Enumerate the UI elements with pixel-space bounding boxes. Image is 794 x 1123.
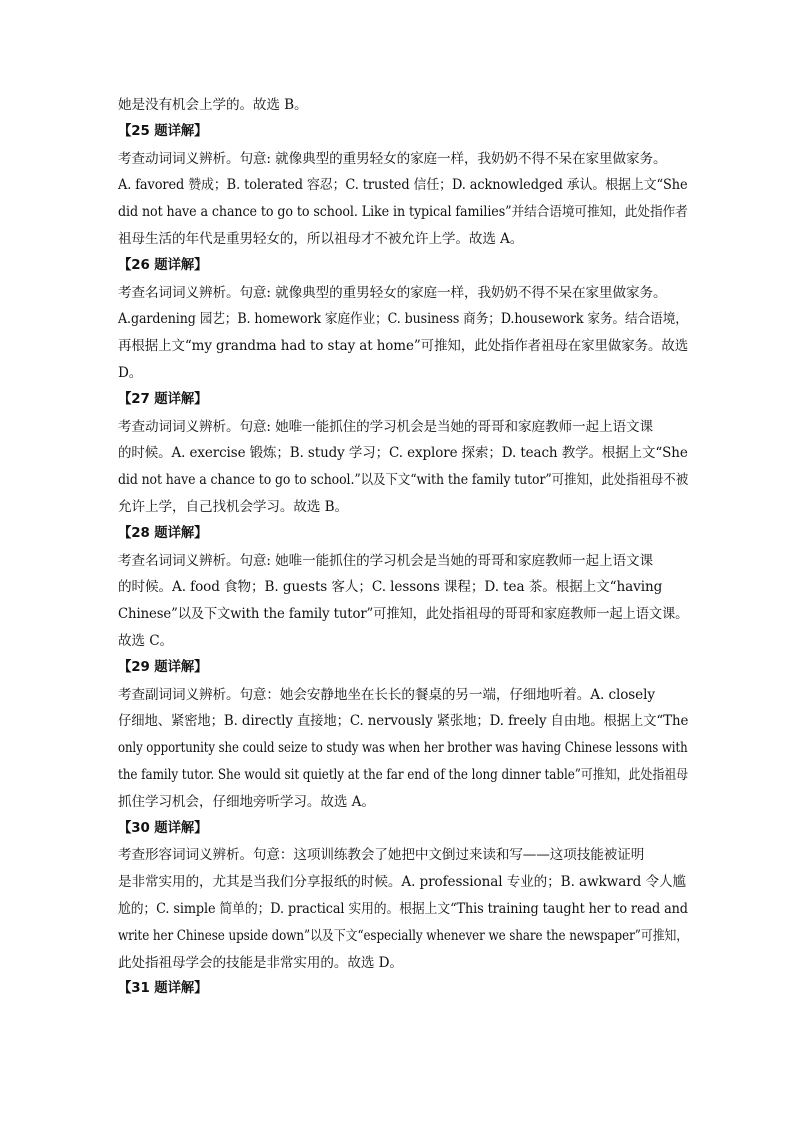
section-heading: 【25 题详解】: [118, 123, 208, 139]
section-heading: 【29 题详解】: [118, 659, 208, 675]
section-heading: 【28 题详解】: [118, 525, 208, 541]
text-line: A. favored 赞成；B. tolerated 容忍；C. trusted 信任；D. acknowledged 承认。根据上文“She: [118, 177, 688, 194]
text-line: 此处指祖母学会的技能是非常实用的。故选 D。: [118, 954, 403, 971]
text-line: 尬的；C. simple 简单的；D. practical 实用的。根据上文“This training taught her to read and: [118, 900, 688, 917]
text-line: 考查动词词义辨析。句意: 就像典型的重男轻女的家庭一样，我奶奶不得不呆在家里做家务。: [118, 150, 667, 167]
text-line: 的时候。A. food 食物；B. guests 客人；C. lessons 课程；D. tea 茶。根据上文“having: [118, 579, 663, 596]
text-line: 抓住学习机会，仔细地旁听学习。故选 A。: [118, 793, 375, 810]
text-line: D。: [118, 364, 143, 381]
text-line: Chinese”以及下文with the family tutor”可推知，此处指祖母的哥哥和家庭教师一起上语文课。: [118, 606, 689, 623]
text-line: 考查名词词义辨析。句意: 她唯一能抓住的学习机会是当她的哥哥和家庭教师一起上语文课: [118, 552, 653, 569]
text-line: did not have a chance to go to school.”以及下文“with the family tutor”可推知，此处指祖母不被: [118, 472, 689, 489]
text-line: only opportunity she could seize to study was when her brother was having Chinese lessons with: [118, 740, 688, 757]
text-line: 是非常实用的，尤其是当我们分享报纸的时候。A. professional 专业的；B. awkward 令人尴: [118, 874, 686, 891]
text-line: the family tutor. She would sit quietly at the far end of the long dinner table”可推知，此处指祖母: [118, 766, 689, 783]
text-line: 的时候。A. exercise 锻炼；B. study 学习；C. explore 探索；D. teach 教学。根据上文“She: [118, 445, 688, 462]
text-line: 允许上学，自己找机会学习。故选 B。: [118, 498, 349, 515]
text-line: write her Chinese upside down”以及下文“especially whenever we share the newspaper”可推知，: [118, 927, 689, 944]
document-body: [118, 92, 688, 1003]
text-line: A.gardening 园艺；B. homework 家庭作业；C. business 商务；D.housework 家务。结合语境，: [118, 311, 688, 328]
section-heading: 【27 题详解】: [118, 391, 208, 407]
section-heading: 【30 题详解】: [118, 820, 208, 836]
text-line: 故选 C。: [118, 632, 174, 649]
text-line: 仔细地、紧密地；B. directly 直接地；C. nervously 紧张地；D. freely 自由地。根据上文“The: [118, 713, 689, 730]
text-line: 考查动词词义辨析。句意: 她唯一能抓住的学习机会是当她的哥哥和家庭教师一起上语文课: [118, 418, 653, 435]
text-line: 考查副词词义辨析。句意：她会安静地坐在长长的餐桌的另一端，仔细地听着。A. closely: [118, 686, 655, 703]
text-line: 再根据上文“my grandma had to stay at home”可推知，此处指作者祖母在家里做家务。故选: [118, 338, 689, 355]
text-line: 她是没有机会上学的。故选 B。: [118, 97, 308, 113]
section-heading: 【26 题详解】: [118, 257, 208, 273]
text-line: 考查形容词词义辨析。句意：这项训练教会了她把中文倒过来读和写——这项技能被证明: [118, 847, 645, 864]
section-heading: 【31 题详解】: [118, 981, 208, 997]
text-line: did not have a chance to go to school. Like in typical families”并结合语境可推知，此处指作者: [118, 204, 688, 221]
text-line: 考查名词词义辨析。句意: 就像典型的重男轻女的家庭一样，我奶奶不得不呆在家里做家务。: [118, 284, 667, 301]
text-line: 祖母生活的年代是重男轻女的，所以祖母才不被允许上学。故选 A。: [118, 230, 524, 247]
